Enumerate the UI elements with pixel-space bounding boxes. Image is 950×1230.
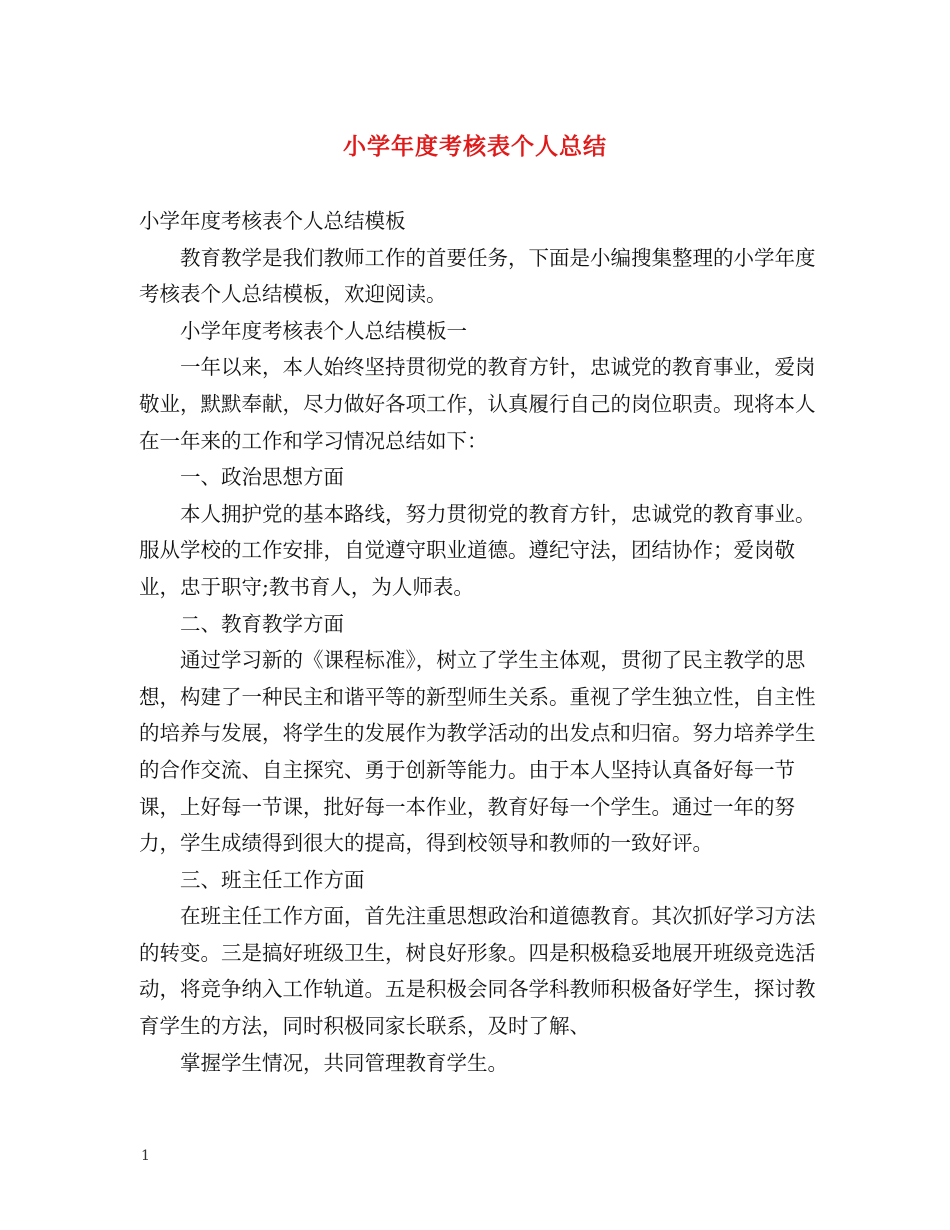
section-heading: 一、政治思想方面	[180, 465, 344, 490]
paragraph: 一年以来，本人始终坚持贯彻党的教育方针，忠诚党的教育事业，爱岗敬业，默默奉献，尽力做好各项工作，认真履行自己的岗位职责。现将本人在一年来的工作和学习情况总结如下：	[139, 355, 816, 453]
document-title: 小学年度考核表个人总结	[343, 133, 607, 160]
section-heading: 二、教育教学方面	[180, 611, 344, 636]
paragraph: 小学年度考核表个人总结模板一	[180, 318, 467, 343]
paragraph: 通过学习新的《课程标准》，树立了学生主体观，贯彻了民主教学的思想，构建了一种民主和谐平等的新型师生关系。重视了学生独立性，自主性的培养与发展，将学生的发展作为教学活动的出发点和归宿。努力培养学生的合作交流、自主探究、勇于创新等能力。由于本人坚持认真备好每一节课，上好每一节课，批好每一本作业，教育好每一个学生。通过一年的努力，学生成绩得到很大的提高，得到校领导和教师的一致好评。	[139, 648, 816, 856]
document-body	[139, 203, 823, 1081]
paragraph: 掌握学生情况，共同管理教育学生。	[180, 1050, 508, 1075]
section-heading: 三、班主任工作方面	[180, 867, 365, 892]
paragraph: 在班主任工作方面，首先注重思想政治和道德教育。其次抓好学习方法的转变。三是搞好班级卫生，树良好形象。四是积极稳妥地展开班级竞选活动，将竞争纳入工作轨道。五是积极会同各学科教师积极备好学生，探讨教育学生的方法，同时积极同家长联系，及时了解、	[139, 904, 816, 1039]
paragraph: 本人拥护党的基本路线，努力贯彻党的教育方针，忠诚党的教育事业。服从学校的工作安排，自觉遵守职业道德。遵纪守法，团结协作；爱岗敬业，忠于职守;教书育人，为人师表。	[139, 501, 816, 599]
paragraph: 小学年度考核表个人总结模板	[139, 209, 406, 233]
paragraph: 教育教学是我们教师工作的首要任务，下面是小编搜集整理的小学年度考核表个人总结模板，欢迎阅读。	[139, 245, 816, 307]
page-number: 1	[141, 1148, 150, 1164]
